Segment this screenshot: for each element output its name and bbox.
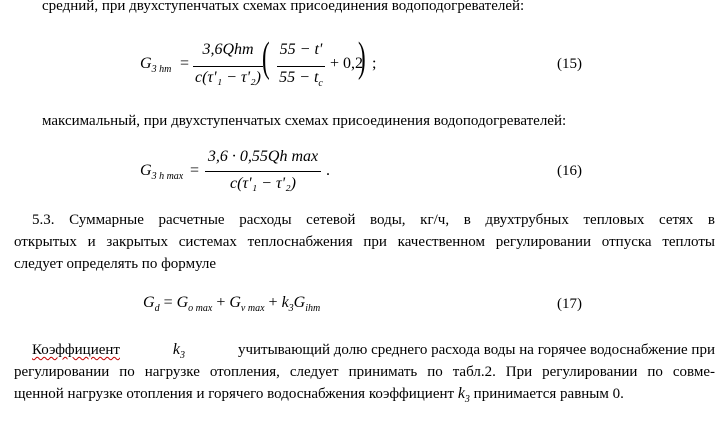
eq15-right-paren: ) <box>358 35 366 81</box>
eq17-number: (17) <box>557 296 582 312</box>
eq15-inner-numerator: 55 − t' <box>279 41 323 58</box>
paragraph-coefficient-line-1: Коэффициент $k_3$ учитывающий долю среднего расхода воды на горячее водоснабжение при <box>32 340 715 366</box>
text-line-1-content: средний, при двухступенчатых схемах присоединения водоподогревателей: <box>42 0 525 14</box>
eq15-fraction-denominator: c(τ'₁ − τ'₂) <box>195 69 261 86</box>
eq16-equals: = <box>190 162 200 179</box>
paragraph-5-3-line-3: следует определять по формуле <box>14 256 217 272</box>
k3-symbol-2: $k_3$ <box>457 385 470 405</box>
equation-15 <box>0 0 725 100</box>
eq15-fraction-bar <box>193 66 263 67</box>
eq15-lhs: $G_{3 hm}$ <box>140 55 172 75</box>
eq16-period: . <box>326 162 330 179</box>
paragraph-5-3-line-2: открытых и закрытых системах теплоснабжения при качественном регулировании отпуска теплоты <box>14 234 715 250</box>
equation-16 <box>0 140 725 200</box>
eq15-plus-term: + 0,2 <box>330 55 364 72</box>
paragraph-coefficient-line-3: щенной нагрузке отопления и горячего водоснабжения коэффициент $k_3$ принимается равным 0. <box>14 385 624 405</box>
eq16-lhs: $G_{3 h max}$ <box>140 162 184 182</box>
eq15-inner-denominator: $55 - t_c$ <box>279 69 323 89</box>
eq15-inner-bar <box>277 66 325 67</box>
text-line-2 <box>42 111 566 131</box>
eq16-number: (16) <box>557 163 582 179</box>
eq16-fraction-numerator: 3,6 · 0,55Qh max <box>207 148 319 165</box>
eq17-formula: $G_d = G_{o max} + G_{v max} + k_3G_{ihm}$ <box>143 294 321 314</box>
eq16-fraction-denominator: c(τ'₁ − τ'₂) <box>230 175 296 192</box>
equation-17 <box>0 290 725 320</box>
eq15-left-paren: ( <box>262 35 270 81</box>
text-line-2-content: максимальный, при двухступенчатых схемах присоединения водоподогревателей: <box>42 113 567 129</box>
eq15-fraction-numerator: 3,6Qhm <box>202 41 254 58</box>
eq16-fraction-bar <box>205 171 321 172</box>
eq15-number: (15) <box>557 56 582 72</box>
eq15-equals: = <box>180 55 190 72</box>
paragraph-coefficient-line-2: регулировании по нагрузке отопления, следует принимать по табл.2. При регулировании по совме- <box>14 364 715 380</box>
eq15-semicolon: ; <box>372 55 377 72</box>
k3-symbol: $k_3$ <box>172 341 186 361</box>
paragraph-5-3-line-1: 5.3. Суммарные расчетные расходы сетевой воды, кг/ч, в двухтрубных тепловых сетях в <box>32 212 715 228</box>
